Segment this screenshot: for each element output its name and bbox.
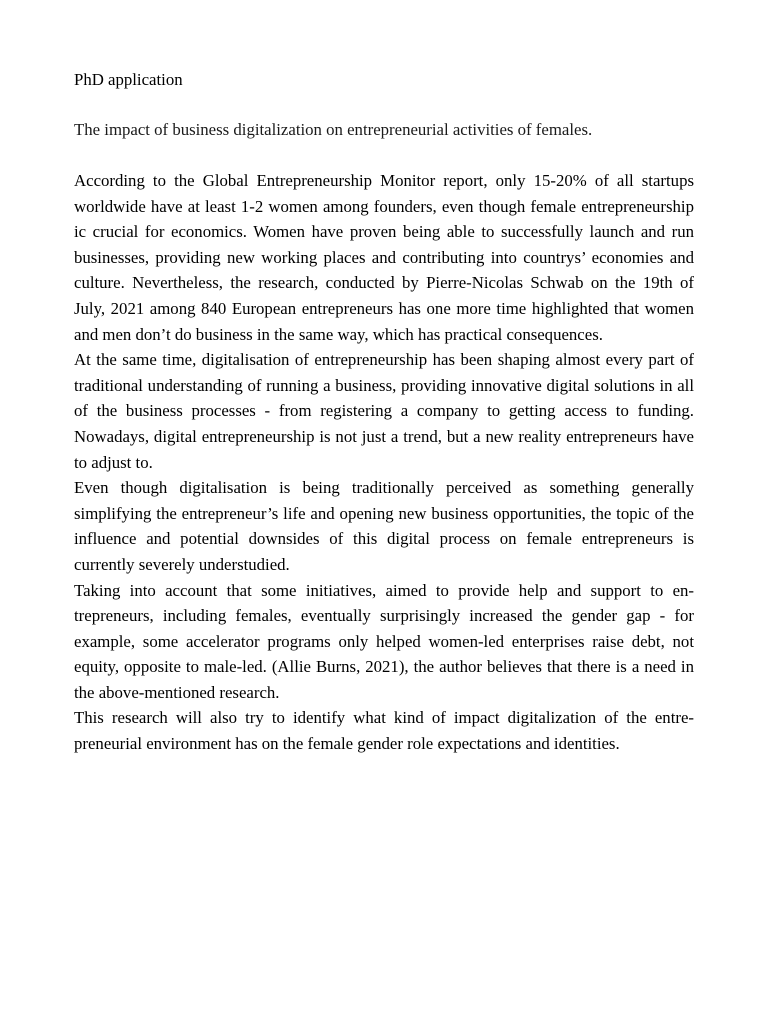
body-paragraph: At the same time, digitalisation of entrepreneurship has been shaping almost every part of traditional understanding of running a business, providing innovative digital solutions in all of the business processes - from registering a company to getting access to funding. Nowadays, digital entrepreneurship is not just a trend, but a new reality entrepreneurs have to adjust to. — [74, 350, 694, 472]
document-title: The impact of business digitalization on entrepreneurial activities of females. — [74, 120, 593, 139]
body-paragraph: Taking into account that some initiatives, aimed to provide help and support to entrepreneurs, including females, eventually surprisingly increased the gender gap - for example, some accelerator programs only helped women-led enterprises raise debt, not equity, opposite to male-led. (Allie Burns, 2021), the author believes that there is a need in the above-mentioned research. — [74, 580, 694, 702]
body-paragraph: This research will also try to identify what kind of impact digitalization of the entrepreneurial environment has on the female gender role expectations and identities. — [74, 708, 694, 754]
body-paragraph: According to the Global Entrepreneurship Monitor report, only 15-20% of all startups worldwide have at least 1-2 women among founders, even though female entrepreneurship ic crucial for economics. Women have proven being able to successfully launch and run businesses, providing new working places and contributing into countrys’ economies and culture. Nevertheless, the research, conducted by Pierre-Nicolas Schwab on the 19th of July, 2021 among 840 European entrepreneurs has one more time highlighted that women and men don’t do business in the same way, which has practical consequences. — [74, 171, 694, 344]
document-heading: PhD application — [74, 70, 183, 89]
body-paragraph: Even though digitalisation is being traditionally perceived as something generally simplifying the entrepreneur’s life and opening new business opportunities, the topic of the influence and potential downsides of this digital process on female entrepreneurs is currently severely understudied. — [74, 478, 694, 574]
document-body — [74, 168, 694, 757]
document-page — [74, 68, 694, 757]
